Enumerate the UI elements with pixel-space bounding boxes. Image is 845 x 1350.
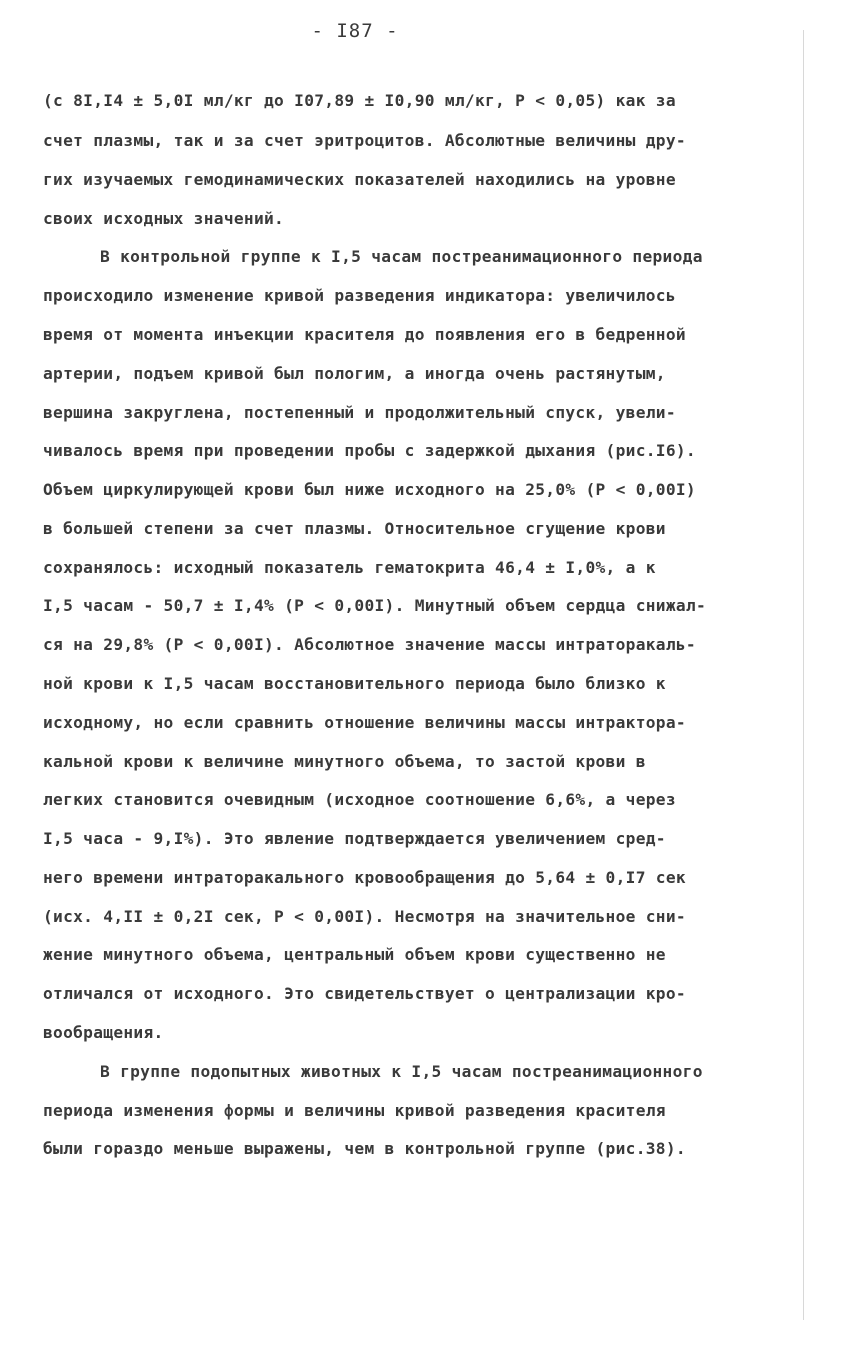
text-line: вершина закруглена, постепенный и продолжительный спуск, увели- [43, 403, 676, 422]
page-number: - I87 - [311, 20, 399, 42]
text-line: вообращения. [43, 1023, 164, 1042]
text-line: счет плазмы, так и за счет эритроцитов. Абсолютные величины дру- [43, 131, 686, 150]
text-line: ной крови к I,5 часам восстановительного периода было близко к [43, 674, 666, 693]
text-line: происходило изменение кривой разведения индикатора: увеличилось [43, 286, 676, 305]
text-line: ся на 29,8% (Р < 0,00I). Абсолютное значение массы интраторакаль- [43, 635, 696, 654]
text-line: него времени интраторакального кровообращения до 5,64 ± 0,I7 сек [43, 868, 686, 887]
text-line: Объем циркулирующей крови был ниже исходного на 25,0% (Р < 0,00I) [43, 480, 696, 499]
text-line: (с 8I,I4 ± 5,0I мл/кг до I07,89 ± I0,90 мл/кг, Р < 0,05) как за [43, 91, 676, 110]
text-line: I,5 часа - 9,I%). Это явление подтверждается увеличением сред- [43, 829, 666, 848]
text-line: были гораздо меньше выражены, чем в контрольной группе (рис.38). [43, 1139, 686, 1158]
text-line: в большей степени за счет плазмы. Относительное сгущение крови [43, 519, 666, 538]
text-line: сохранялось: исходный показатель гематокрита 46,4 ± I,0%, а к [43, 558, 656, 577]
scan-edge-line [803, 30, 804, 1320]
text-line: (исх. 4,II ± 0,2I сек, Р < 0,00I). Несмотря на значительное сни- [43, 907, 686, 926]
text-line: исходному, но если сравнить отношение величины массы интрактора- [43, 713, 686, 732]
text-line: гих изучаемых гемодинамических показателей находились на уровне [43, 170, 676, 189]
text-line: время от момента инъекции красителя до появления его в бедренной [43, 325, 686, 344]
text-line: периода изменения формы и величины кривой разведения красителя [43, 1101, 666, 1120]
text-line: своих исходных значений. [43, 209, 285, 228]
text-line: жение минутного объема, центральный объем крови существенно не [43, 945, 666, 964]
text-line: артерии, подъем кривой был пологим, а иногда очень растянутым, [43, 364, 666, 383]
text-line: В группе подопытных животных к I,5 часам постреанимационного [100, 1062, 703, 1081]
text-line: кальной крови к величине минутного объема, то застой крови в [43, 752, 646, 771]
text-line: отличался от исходного. Это свидетельствует о централизации кро- [43, 984, 686, 1003]
text-line: легких становится очевидным (исходное соотношение 6,6%, а через [43, 790, 676, 809]
text-line: В контрольной группе к I,5 часам постреанимационного периода [100, 247, 703, 266]
text-line: чивалось время при проведении пробы с задержкой дыхания (рис.I6). [43, 441, 696, 460]
text-line: I,5 часам - 50,7 ± I,4% (Р < 0,00I). Минутный объем сердца снижал- [43, 596, 707, 615]
